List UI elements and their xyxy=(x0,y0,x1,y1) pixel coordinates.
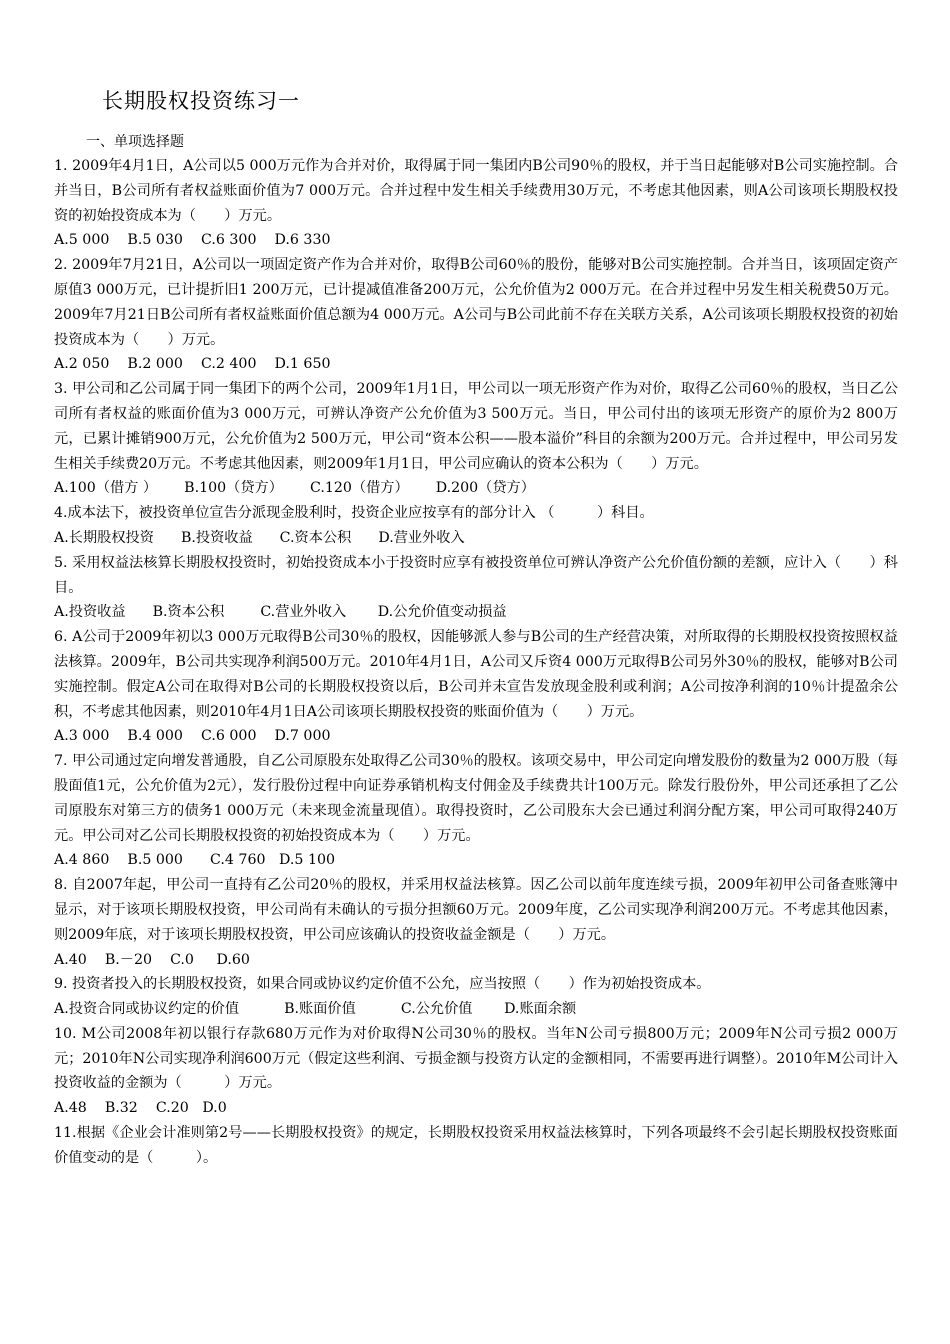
question-options: A.40 B.－20 C.0 D.60 xyxy=(54,951,250,968)
question-7 xyxy=(54,749,898,873)
question-options: A.2 050 B.2 000 C.2 400 D.1 650 xyxy=(54,356,331,373)
question-11 xyxy=(54,1121,898,1171)
question-options: A.投资合同或协议约定的价值 B.账面价值 C.公允价值 D.账面余额 xyxy=(54,1001,577,1018)
question-text: 2. 2009年7月21日，A公司以一项固定资产作为合并对价，取得B公司60％的股份，能够对B公司实施控制。合并当日，该项固定资产原值3 000万元，已计提折旧1 200万元，已计提减值准备200万元，公允价值为2 000万元。在合并过程中另发生相关税费50万元。2009年7月21日B公司所有者权益账面价值总额为4 000万元。A公司与B公司此前不存在关联方关系，A公司该项长期股权投资的初始投资成本为（ ）万元。 xyxy=(54,257,898,348)
question-text: 10. M公司2008年初以银行存款680万元作为对价取得N公司30％的股权。当年N公司亏损800万元；2009年N公司亏损2 000万元；2010年N公司实现净利润600万元（假定这些利润、亏损金额与投资方认定的金额相同，不需要再进行调整）。2010年M公司计入投资收益的金额为（ ）万元。 xyxy=(54,1025,898,1092)
question-text: 9. 投资者投入的长期股权投资，如果合同或协议约定价值不公允，应当按照（ ）作为初始投资成本。 xyxy=(54,976,711,993)
question-10 xyxy=(54,1022,898,1121)
question-2 xyxy=(54,253,898,377)
question-text: 1. 2009年4月1日，A公司以5 000万元作为合并对价，取得属于同一集团内B公司90％的股权，并于当日起能够对B公司实施控制。合并当日，B公司所有者权益账面价值为7 000万元。合并过程中发生相关手续费用30万元，不考虑其他因素，则A公司该项长期股权投资的初始投资成本为（ ）万元。 xyxy=(54,158,898,224)
question-options: A.3 000 B.4 000 C.6 000 D.7 000 xyxy=(54,728,331,745)
document-title: 长期股权投资练习一 xyxy=(102,89,300,113)
question-options: A.长期股权投资 B.投资收益 C.资本公积 D.营业外收入 xyxy=(54,529,465,546)
question-text: 3. 甲公司和乙公司属于同一集团下的两个公司，2009年1月1日，甲公司以一项无形资产作为对价，取得乙公司60％的股权，当日乙公司所有者权益的账面价值为3 000万元，可辨认净资产公允价值为3 500万元。当日，甲公司付出的该项无形资产的原价为2 800万元，已累计摊销900万元，公允价值为2 500万元，甲公司“资本公积——股本溢价”科目的余额为200万元。合并过程中，甲公司另发生相关手续费20万元。不考虑其他因素，则2009年1月1日，甲公司应确认的资本公积为（ ）万元。 xyxy=(54,381,898,472)
question-options: A.100（借方 ） B.100（贷方） C.120（借方） D.200（贷方） xyxy=(54,480,535,497)
question-options: A.48 B.32 C.20 D.0 xyxy=(54,1100,227,1117)
question-text: 4.成本法下，被投资单位宣告分派现金股利时，投资企业应按享有的部分计入 （ ）科目。 xyxy=(54,505,654,522)
question-options: A.4 860 B.5 000 C.4 760 D.5 100 xyxy=(54,852,336,869)
question-6 xyxy=(54,625,898,749)
question-4 xyxy=(54,501,898,551)
question-5 xyxy=(54,551,898,625)
section-heading: 一、单项选择题 xyxy=(86,134,184,150)
question-text: 8. 自2007年起，甲公司一直持有乙公司20％的股权，并采用权益法核算。因乙公司以前年度连续亏损，2009年初甲公司备查账簿中显示，对于该项长期股权投资，甲公司尚有未确认的亏损分担额60万元。2009年度，乙公司实现净利润200万元。不考虑其他因素，则2009年底，对于该项长期股权投资，甲公司应该确认的投资收益金额是（ ）万元。 xyxy=(54,877,898,943)
question-options: A.5 000 B.5 030 C.6 300 D.6 330 xyxy=(54,232,331,249)
question-1 xyxy=(54,154,898,253)
question-8 xyxy=(54,873,898,972)
question-text: 7. 甲公司通过定向增发普通股，自乙公司原股东处取得乙公司30％的股权。该项交易中，甲公司定向增发股份的数量为2 000万股（每股面值1元，公允价值为2元），发行股份过程中向证券承销机构支付佣金及手续费共计100万元。除发行股份外，甲公司还承担了乙公司原股东对第三方的债务1 000万元（未来现金流量现值）。取得投资时，乙公司股东大会已通过利润分配方案，甲公司可取得240万元。甲公司对乙公司长期股权投资的初始投资成本为（ ）万元。 xyxy=(54,753,898,844)
question-3 xyxy=(54,377,898,501)
question-options: A.投资收益 B.资本公积 C.营业外收入 D.公允价值变动损益 xyxy=(54,604,507,621)
question-text: 5. 采用权益法核算长期股权投资时，初始投资成本小于投资时应享有被投资单位可辨认净资产公允价值份额的差额，应计入（ ）科目。 xyxy=(54,554,898,596)
question-text: 6. A公司于2009年初以3 000万元取得B公司30％的股权，因能够派人参与B公司的生产经营决策，对所取得的长期股权投资按照权益法核算。2009年，B公司共实现净利润500万元。2010年4月1日，A公司又斥资4 000万元取得B公司另外30％的股权，能够对B公司实施控制。假定A公司在取得对B公司的长期股权投资以后，B公司并未宣告发放现金股利或利润；A公司按净利润的10％计提盈余公积，不考虑其他因素，则2010年4月1日A公司该项长期股权投资的账面价值为（ ）万元。 xyxy=(54,629,898,720)
question-9 xyxy=(54,972,898,1022)
question-text: 11.根据《企业会计准则第2号——长期股权投资》的规定，长期股权投资采用权益法核算时，下列各项最终不会引起长期股权投资账面价值变动的是（ ）。 xyxy=(54,1125,898,1166)
